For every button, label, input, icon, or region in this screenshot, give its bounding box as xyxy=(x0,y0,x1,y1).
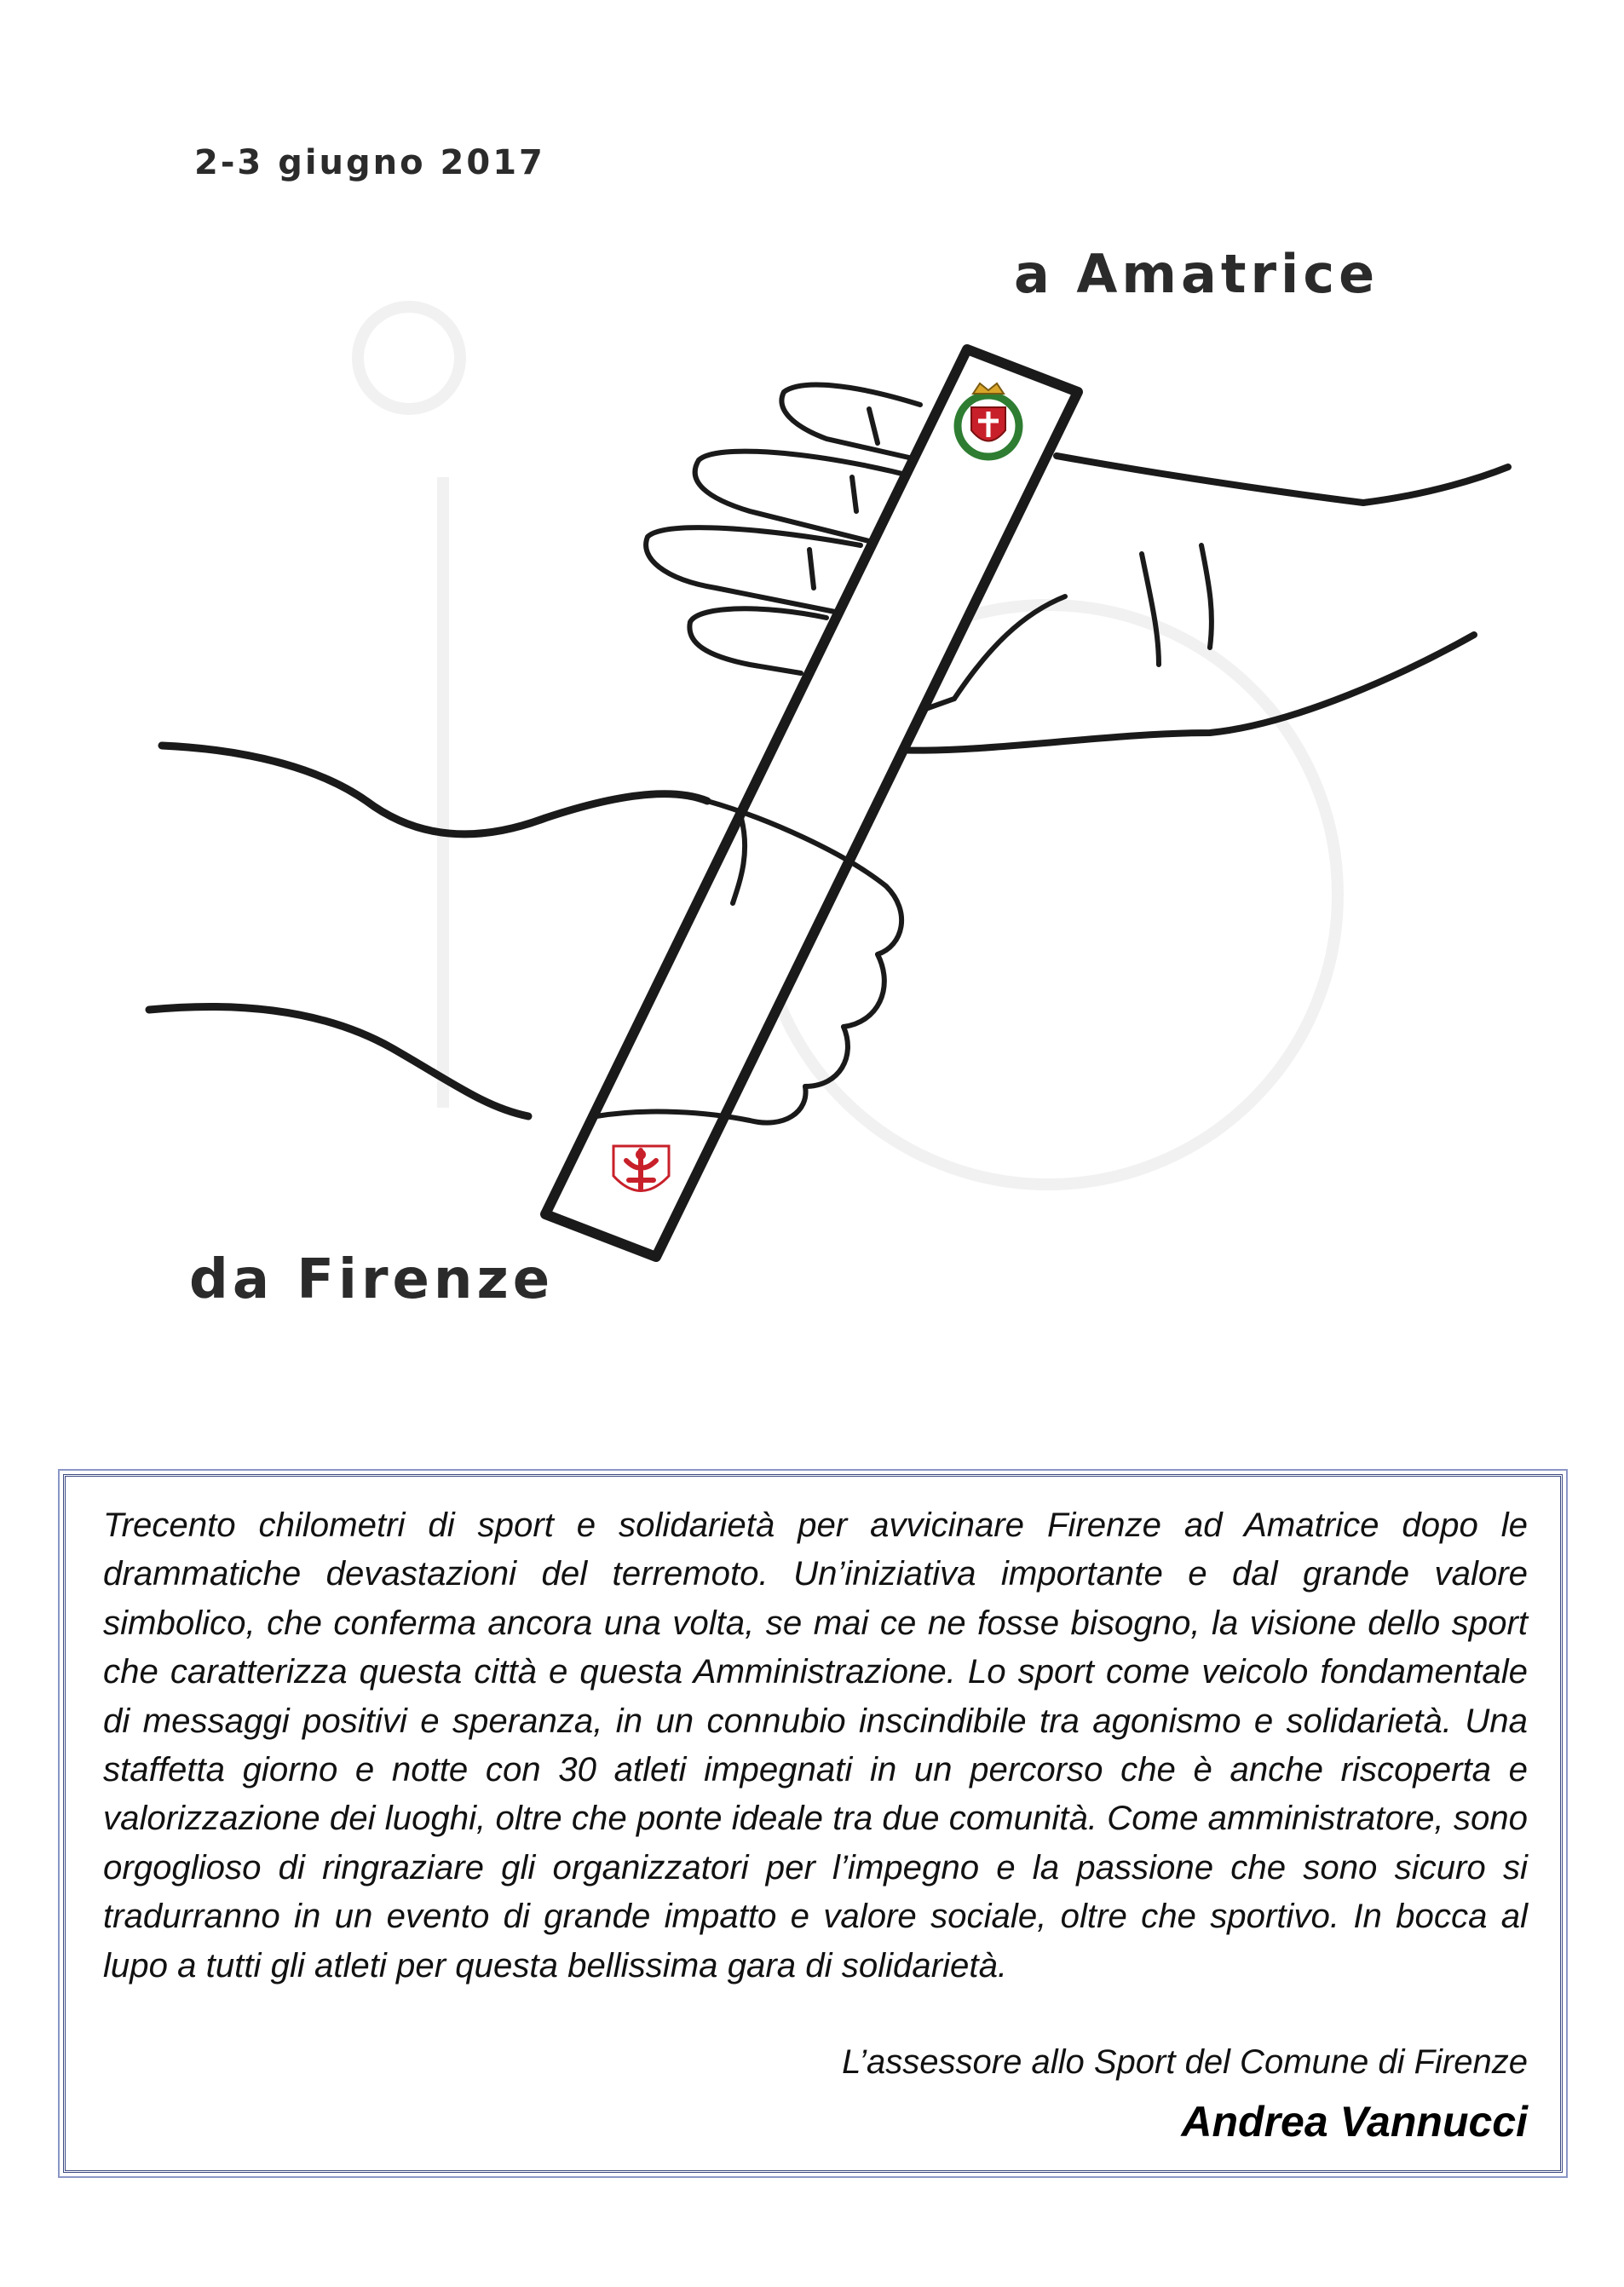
message-box xyxy=(63,1474,1563,2173)
signature-role: L’assessore allo Sport del Comune di Firenze xyxy=(842,2043,1528,2081)
origin-label: da Firenze xyxy=(189,1248,555,1311)
florence-lily-icon xyxy=(613,1146,669,1191)
event-date: 2-3 giugno 2017 xyxy=(194,143,545,182)
destination-label: a Amatrice xyxy=(1014,243,1379,305)
receiving-hand-icon xyxy=(646,385,1508,751)
relay-baton-icon xyxy=(545,349,1078,1257)
signature-name: Andrea Vannucci xyxy=(1181,2098,1528,2146)
message-paragraph: Trecento chilometri di sport e solidarietà per avvicinare Firenze ad Amatrice dopo le drammatiche devastazioni del terremoto. Un’iniziativa importante e dal grande valore simbolico, che conferma ancora una volta, se mai ce ne fosse bisogno, la visione dello sport che caratterizza questa città e questa Amministrazione. Lo sport come veicolo fondamentale di messaggi positivi e speranza, in un connubio inscindibile tra agonismo e solidarietà. Una staffetta giorno e notte con 30 atleti impegnati in un percorso che è anche riscoperta e valorizzazione dei luoghi, oltre che ponte ideale tra due comunità. Come amministratore, sono orgoglioso di ringraziare gli organizzatori per l’impegno e la passione che sono sicuro si tradurranno in un evento di grande impatto e valore sociale, oltre che sportivo. In bocca al lupo a tutti gli atleti per questa bellissima gara di solidarietà. xyxy=(103,1506,1528,1985)
